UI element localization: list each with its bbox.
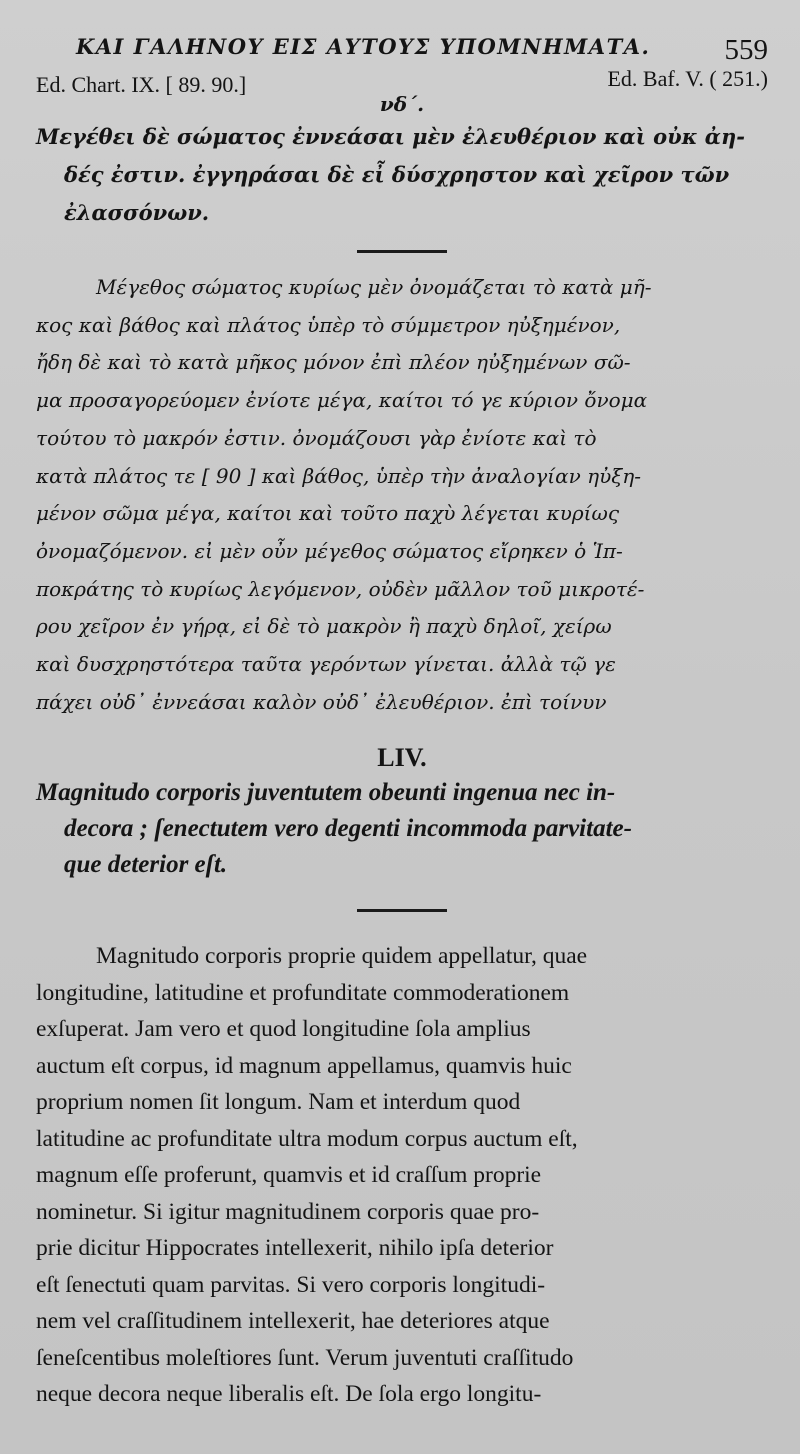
latin-section-number: LIV. — [377, 743, 427, 773]
latin-commentary — [36, 938, 768, 1413]
greek-commentary-line: πάχει οὐδ᾽ ἐννεάσαι καλὸν οὐδ᾽ ἐλευθέριον. ἐπὶ τοίνυν — [36, 689, 607, 714]
running-head — [36, 30, 768, 66]
greek-lemma-line: δές ἐστιν. ἐγγηράσαι δὲ εἶ δύσχρηστον καὶ χεῖρον τῶν — [64, 162, 730, 187]
greek-commentary-line: ὀνομαζόμενον. εἰ μὲν οὖν μέγεθος σώματος εἴρηκεν ὁ Ἱπ- — [36, 538, 623, 563]
latin-commentary-line: auctum eſt corpus, id magnum appellamus, quamvis huic — [36, 1052, 572, 1079]
latin-commentary-line: neque decora neque liberalis eſt. De ſola ergo longitu- — [36, 1381, 542, 1408]
section-divider — [357, 250, 447, 253]
edition-references — [36, 66, 768, 96]
greek-commentary-line: κος καὶ βάθος καὶ πλάτος ὑπὲρ τὸ σύμμετρον ηὐξημένον, — [36, 312, 621, 337]
edition-basel-ref: Ed. Baf. V. ( 251.) — [607, 66, 768, 91]
latin-lemma-line: decora ; ſenectutem vero degenti incommoda parvitate- — [64, 815, 632, 843]
greek-commentary-line: καὶ δυσχρηστότερα ταῦτα γερόντων γίνεται. ἀλλὰ τῷ γε — [36, 652, 616, 677]
greek-commentary-line: Μέγεθος σώματος κυρίως μὲν ὀνομάζεται τὸ κατὰ μῆ- — [96, 275, 652, 299]
latin-commentary-line: latitudine ac profunditate ultra modum corpus auctum eſt, — [36, 1125, 578, 1152]
greek-commentary-line: ἤδη δὲ καὶ τὸ κατὰ μῆκος μόνον ἐπὶ πλέον ηὐξημένων σῶ- — [36, 350, 631, 375]
running-title: ΚΑΙ ΓΑΛΗΝΟΥ ΕΙΣ ΑΥΤΟΥΣ ΥΠΟΜΝΗΜΑΤΑ. — [76, 34, 651, 59]
edition-chartier-ref: Ed. Chart. IX. [ 89. 90.] — [36, 72, 247, 97]
greek-commentary-line: κατὰ πλάτος τε [ 90 ] καὶ βάθος, ὑπὲρ τὴν ἀναλογίαν ηὐξη- — [36, 463, 642, 488]
greek-commentary — [36, 269, 768, 721]
latin-commentary-line: nominetur. Si igitur magnitudinem corporis quae pro- — [36, 1198, 540, 1225]
latin-commentary-line: longitudine, latitudine et profunditate commoderationem — [36, 979, 570, 1006]
greek-commentary-line: μένον σῶμα μέγα, καίτοι καὶ τοῦτο παχὺ λέγεται κυρίως — [36, 501, 620, 526]
latin-commentary-line: ſeneſcentibus moleſtiores ſunt. Verum juventuti craſſitudo — [36, 1344, 574, 1371]
greek-commentary-line: ποκράτης τὸ κυρίως λεγόμενον, οὐδὲν μᾶλλον τοῦ μικροτέ- — [36, 576, 645, 601]
latin-commentary-line: prie dicitur Hippocrates intellexerit, nihilo ipſa deterior — [36, 1235, 554, 1262]
greek-lemma — [36, 118, 768, 232]
latin-lemma-line: que deterior eſt. — [64, 851, 228, 879]
greek-lemma-line: ἐλασσόνων. — [64, 200, 210, 225]
greek-lemma-line: Μεγέθει δὲ σώματος ἐννεάσαι μὲν ἐλευθέριον καὶ οὐκ ἀη- — [36, 124, 745, 149]
latin-commentary-line: nem vel craſſitudinem intellexerit, hae deteriores atque — [36, 1308, 550, 1335]
latin-lemma — [36, 775, 768, 883]
latin-commentary-line: magnum eſſe proferunt, quamvis et id craſſum proprie — [36, 1162, 542, 1189]
page-number: 559 — [724, 34, 768, 66]
section-divider — [357, 909, 447, 912]
greek-section-number: νδ΄. — [379, 92, 425, 116]
latin-commentary-line: eſt ſenectuti quam parvitas. Si vero corporis longitudi- — [36, 1271, 546, 1298]
latin-commentary-line: Magnitudo corporis proprie quidem appellatur, quae — [96, 943, 588, 970]
greek-commentary-line: τούτου τὸ μακρόν ἐστιν. ὀνομάζουσι γὰρ ἐνίοτε καὶ τὸ — [36, 425, 597, 450]
latin-commentary-line: proprium nomen ſit longum. Nam et interdum quod — [36, 1089, 521, 1116]
latin-lemma-line: Magnitudo corporis juventutem obeunti ingenua nec in- — [36, 779, 616, 807]
greek-commentary-line: μα προσαγορεύομεν ἐνίοτε μέγα, καίτοι τό γε κύριον ὄνομα — [36, 388, 648, 413]
greek-commentary-line: ρου χεῖρον ἐν γήρᾳ, εἰ δὲ τὸ μακρὸν ἢ παχὺ δηλοῖ, χείρω — [36, 614, 612, 639]
latin-commentary-line: exſuperat. Jam vero et quod longitudine ſola amplius — [36, 1016, 531, 1043]
